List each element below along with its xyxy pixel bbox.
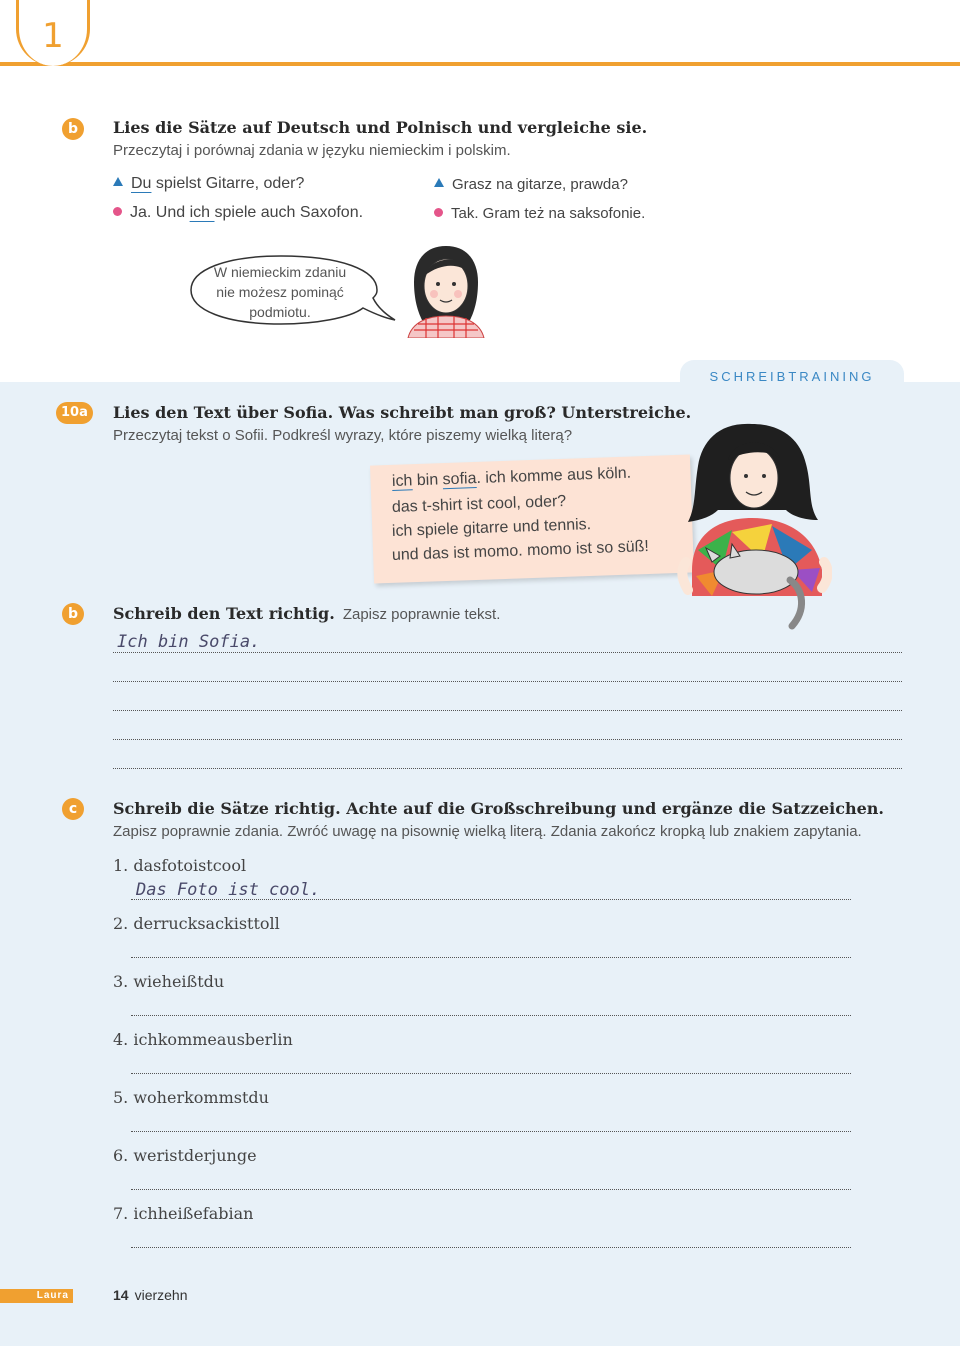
note-line-2: das t-shirt ist cool, oder?	[391, 492, 567, 516]
note-line-1: ich bin sofia. ich komme aus köln.	[391, 464, 632, 490]
instruction-german: Lies den Text über Sofia. Was schreibt man groß? Unterstreiche.	[113, 403, 692, 422]
girl-illustration-icon	[402, 242, 490, 338]
answer-line[interactable]	[131, 1073, 851, 1074]
dialog-line-de-2: Ja. Und ich spiele auch Saxofon.	[113, 204, 363, 222]
triangle-icon	[113, 177, 123, 186]
answer-line[interactable]	[131, 1247, 851, 1248]
chapter-number: 1	[42, 16, 64, 56]
answer-line[interactable]	[131, 899, 851, 900]
underlined-word: ich	[189, 204, 215, 221]
handwritten-example: Das Foto ist cool.	[136, 880, 321, 900]
task-item-1: 1. dasfotoistcool	[113, 856, 247, 875]
exercise-label-b: b	[62, 118, 84, 140]
underlined-word: Du	[131, 175, 152, 192]
underlined-word: sofia	[442, 470, 477, 489]
section-tab-text: SCHREIBTRAINING	[709, 369, 875, 384]
note-line-3: ich spiele gitarre und tennis.	[391, 516, 592, 540]
task-item-2: 2. derrucksackisttoll	[113, 914, 280, 933]
answer-line[interactable]	[113, 681, 902, 682]
dot-icon	[434, 208, 443, 217]
answer-line[interactable]	[131, 1131, 851, 1132]
answer-line[interactable]	[113, 652, 902, 653]
exercise-label-b: b	[62, 603, 84, 625]
answer-line[interactable]	[131, 1189, 851, 1190]
exercise-label-c: c	[62, 798, 84, 820]
instruction-polish: Zapisz poprawnie tekst.	[342, 606, 501, 623]
header-rule	[0, 62, 960, 66]
instruction-german: Lies die Sätze auf Deutsch und Polnisch und vergleiche sie.	[113, 118, 648, 137]
task-item-4: 4. ichkommeausberlin	[113, 1030, 293, 1049]
exercise-label-10a: 10a	[56, 402, 93, 424]
girl-with-cat-icon	[672, 420, 832, 634]
handwritten-example: Ich bin Sofia.	[117, 632, 261, 652]
dialog-line-pl-2: Tak. Gram też na saksofonie.	[434, 205, 645, 222]
instruction-polish: Przeczytaj i porównaj zdania w języku niemieckim i polskim.	[113, 142, 511, 159]
answer-line[interactable]	[113, 739, 902, 740]
underlined-word: ich	[391, 472, 413, 490]
instruction-polish: Przeczytaj tekst o Sofii. Podkreśl wyrazy, które piszemy wielką literą?	[113, 427, 573, 444]
answer-line[interactable]	[113, 768, 902, 769]
instruction-german: Schreib den Text richtig.	[113, 604, 335, 623]
chapter-tab	[16, 0, 90, 66]
answer-line[interactable]	[131, 1015, 851, 1016]
page-number: 14 vierzehn	[113, 1287, 188, 1303]
instruction-line	[113, 604, 500, 623]
instruction-german: Schreib die Sätze richtig. Achte auf die Großschreibung und ergänze die Satzzeichen.	[113, 799, 884, 818]
task-item-3: 3. wieheißtdu	[113, 972, 225, 991]
dot-icon	[113, 207, 122, 216]
triangle-icon	[434, 178, 444, 187]
task-item-5: 5. woherkommstdu	[113, 1088, 269, 1107]
dialog-line-de-1: Du spielst Gitarre, oder?	[113, 175, 304, 193]
footer-tag: Laura	[0, 1289, 73, 1303]
answer-line[interactable]	[113, 710, 902, 711]
instruction-polish: Zapisz poprawnie zdania. Zwróć uwagę na pisownię wielką literą. Zdania zakończ kropką lub znakiem zapytania.	[113, 823, 862, 840]
dialog-line-pl-1: Grasz na gitarze, prawda?	[434, 176, 628, 193]
answer-line[interactable]	[131, 957, 851, 958]
bubble-text: W niemieckim zdaniu nie możesz pominąć podmiotu.	[213, 264, 347, 320]
task-item-6: 6. weristderjunge	[113, 1146, 257, 1165]
note-line-4: und das ist momo. momo ist so süß!	[391, 538, 650, 564]
task-item-7: 7. ichheißefabian	[113, 1204, 254, 1223]
